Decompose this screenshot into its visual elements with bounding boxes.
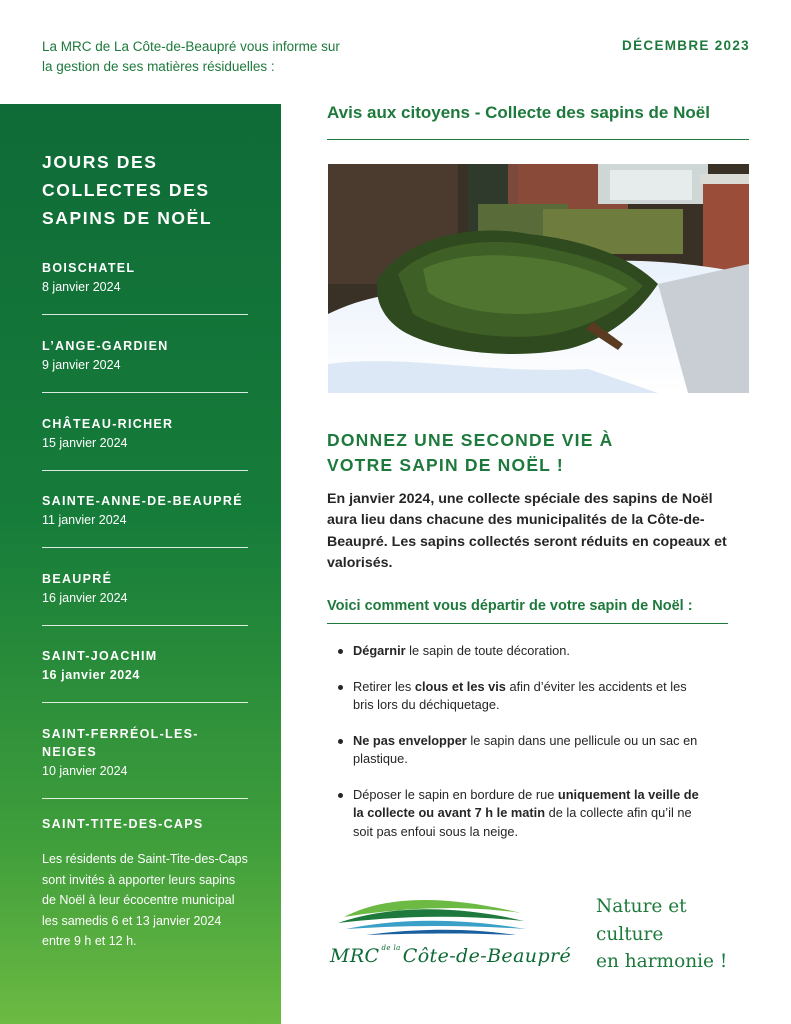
divider [42, 392, 248, 393]
step-text: Déposer le sapin en bordure de rue [353, 786, 558, 802]
slogan-line2: culture [596, 923, 664, 945]
issue-date: DÉCEMBRE 2023 [622, 38, 750, 53]
town-date: 16 janvier 2024 [42, 591, 128, 605]
logo-text-main: MRC [330, 945, 380, 967]
section-heading-line1: DONNEZ UNE SECONDE VIE À [327, 430, 614, 450]
town-date: 10 janvier 2024 [42, 764, 128, 778]
slogan-line1: Nature et [596, 896, 687, 917]
town-date: 16 janvier 2024 [42, 668, 140, 682]
town-entry [42, 337, 248, 393]
town-entry [42, 415, 248, 471]
town-entry [42, 492, 248, 548]
christmas-tree-illustration [328, 164, 749, 393]
list-item [336, 786, 706, 842]
town-entry-last [42, 815, 248, 952]
steps-heading: Voici comment vous départir de votre sapin de Noël : [327, 598, 693, 614]
town-name: CHÂTEAU-RICHER [42, 417, 174, 431]
section-heading [327, 428, 727, 478]
list-item [336, 732, 706, 769]
town-name: SAINT-JOACHIM [42, 649, 158, 663]
step-bold: Ne pas envelopper [353, 732, 467, 748]
town-name: BEAUPRÉ [42, 572, 113, 586]
slogan-line3: en harmonie ! [596, 951, 728, 972]
divider [42, 702, 248, 703]
section-heading-line2: VOTRE SAPIN DE NOËL ! [327, 455, 564, 475]
title-divider [327, 139, 749, 140]
town-name: L’ANGE-GARDIEN [42, 339, 169, 353]
town-name: SAINT-FERRÉOL-LES-NEIGES [42, 727, 199, 759]
divider [42, 470, 248, 471]
list-item [336, 678, 706, 715]
town-entry [42, 570, 248, 626]
header-intro-line1: La MRC de La Côte-de-Beaupré vous informe sur [42, 39, 340, 54]
logo-text [330, 944, 571, 967]
steps-divider [327, 623, 728, 624]
logo-text-small: de la [381, 944, 401, 952]
town-name: BOISCHATEL [42, 261, 136, 275]
header-intro [42, 37, 402, 77]
divider [42, 314, 248, 315]
town-date: 11 janvier 2024 [42, 513, 127, 527]
step-text: afin d’éviter les accidents et les bris lors du déchiquetage. [353, 678, 687, 712]
step-text: le sapin de toute décoration. [405, 643, 570, 658]
divider [42, 625, 248, 626]
slogan [596, 893, 771, 976]
intro-paragraph: En janvier 2024, une collecte spéciale des sapins de Noël aura lieu dans chacune des municipalités de la Côte-de-Beaupré. Les sapins collectés seront réduits en copeaux et valorisés. [327, 491, 727, 571]
divider [42, 798, 248, 799]
town-note: Les résidents de Saint-Tite-des-Caps sont invités à apporter leurs sapins de Noël à leur écocentre municipal les samedis 6 et 13 janvier 2024 entre 9 h et 12 h. [42, 852, 248, 948]
steps-list [336, 642, 706, 858]
list-item [336, 642, 706, 661]
christmas-tree-photo [328, 164, 749, 393]
town-name: SAINT-TITE-DES-CAPS [42, 817, 204, 831]
town-date: 15 janvier 2024 [42, 436, 128, 450]
town-date: 8 janvier 2024 [42, 280, 121, 294]
collection-days-sidebar [0, 104, 281, 1024]
sidebar-title: JOURS DES COLLECTES DES SAPINS DE NOËL [42, 152, 213, 228]
step-text: de la collecte afin qu’il ne soit pas enfoui sous la neige. [353, 805, 692, 839]
header-intro-line2: la gestion de ses matières résiduelles : [42, 59, 275, 74]
divider [42, 547, 248, 548]
page-title: Avis aux citoyens - Collecte des sapins de Noël [327, 103, 710, 122]
step-text: le sapin dans une pellicule ou un sac en plastique. [353, 732, 698, 766]
town-entry [42, 259, 248, 315]
step-bold: uniquement la veille de la collecte ou avant 7 h le matin [353, 786, 699, 820]
step-bold: clous et les vis [414, 678, 506, 694]
step-text: Retirer les [353, 678, 415, 694]
town-date: 9 janvier 2024 [42, 358, 121, 372]
town-entry [42, 725, 248, 799]
town-name: SAINTE-ANNE-DE-BEAUPRÉ [42, 494, 243, 508]
town-entry [42, 647, 248, 703]
step-bold: Dégarnir [353, 643, 406, 658]
logo-text-end: Côte-de-Beaupré [402, 945, 572, 967]
